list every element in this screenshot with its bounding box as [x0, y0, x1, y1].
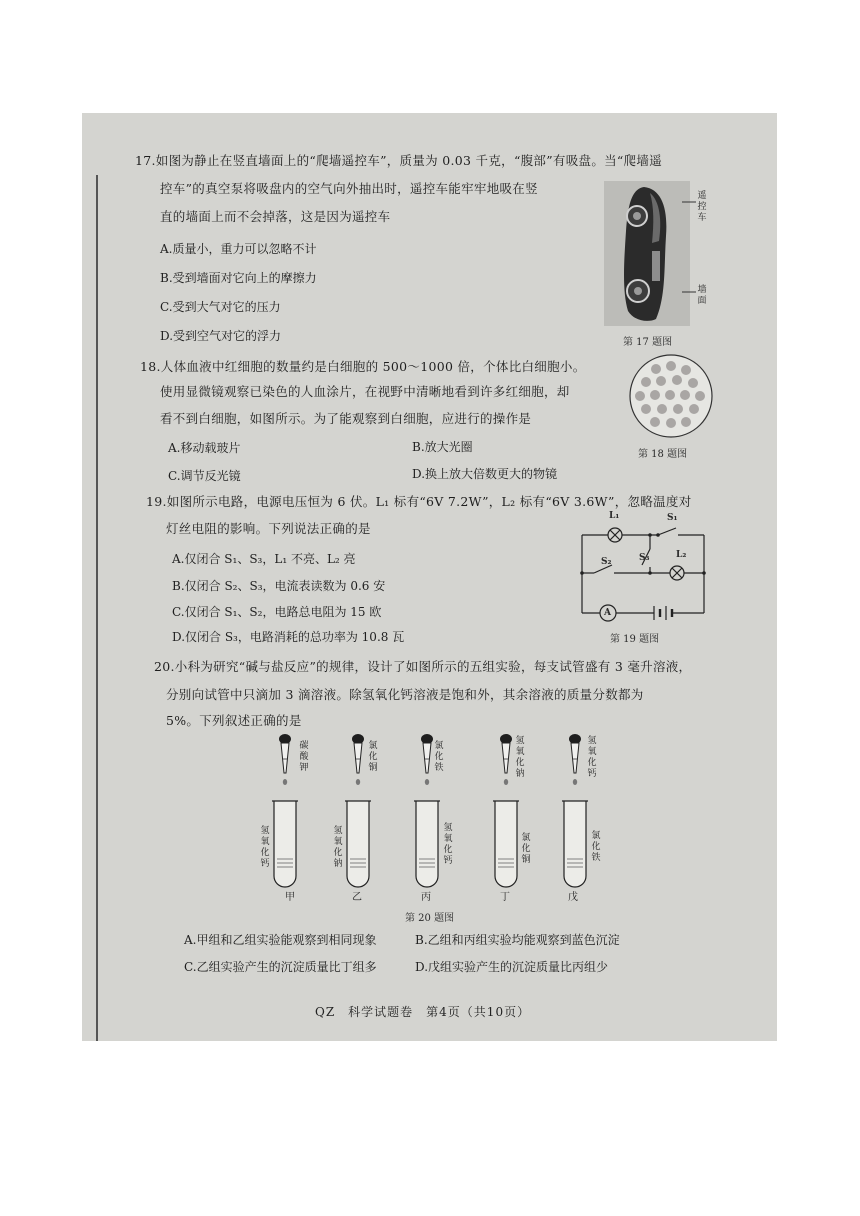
- page-footer: QZ 科学试题卷 第4页（共10页）: [315, 1005, 531, 1019]
- q18-line-3: 看不到白细胞，如图所示。为了能观察到白细胞，应进行的操作是: [160, 411, 532, 426]
- label-s2: S₂: [601, 557, 612, 567]
- label-l1: L₁: [609, 511, 620, 521]
- g1-tube-label: 氢氧化钙: [260, 826, 270, 869]
- q19-figure-caption: 第 19 题图: [610, 634, 660, 645]
- g2-tube-label: 氢氧化钠: [333, 826, 343, 869]
- q19-option-a: A.仅闭合 S₁、S₃，L₁ 不亮、L₂ 亮: [172, 552, 356, 566]
- liquid-drop: [504, 779, 508, 785]
- q17-option-c: C.受到大气对它的压力: [160, 300, 281, 314]
- q18-line-2: 使用显微镜观察已染色的人血涂片，在视野中清晰地看到许多红细胞，却: [160, 384, 570, 399]
- liquid-drop: [356, 779, 360, 785]
- g1-dropper-label: 碳酸钾: [299, 741, 309, 773]
- label-s3: S₃: [639, 553, 650, 563]
- q19-option-d: D.仅闭合 S₃，电路消耗的总功率为 10.8 瓦: [172, 630, 405, 644]
- g2-name: 乙: [352, 892, 362, 903]
- q20-option-b: B.乙组和丙组实验均能观察到蓝色沉淀: [415, 933, 620, 947]
- q17-figure-caption: 第 17 题图: [623, 337, 673, 348]
- q18-option-b: B.放大光圈: [412, 440, 473, 454]
- q17-line-1: 17.如图为静止在竖直墙面上的“爬墙遥控车”，质量为 0.03 千克，“腹部”有吸盘。当“爬墙遥: [135, 153, 663, 168]
- g1-name: 甲: [285, 892, 295, 903]
- g3-dropper-label: 氯化铁: [434, 741, 444, 773]
- q18-option-a: A.移动载玻片: [168, 441, 241, 455]
- dropper-tube: [354, 743, 362, 773]
- test-tube: [564, 801, 586, 887]
- label-remote-car: 遥控车: [697, 191, 707, 223]
- label-ammeter: A: [604, 608, 611, 618]
- dropper-tube: [571, 743, 579, 773]
- dropper-tube: [281, 743, 289, 773]
- test-tube: [495, 801, 517, 887]
- label-s1: S₁: [667, 513, 678, 523]
- label-l2: L₂: [676, 550, 687, 560]
- dropper-tube: [502, 743, 510, 773]
- g5-dropper-label: 氢氧化钙: [587, 736, 597, 779]
- liquid-drop: [283, 779, 287, 785]
- test-tube: [274, 801, 296, 887]
- q18-figure-caption: 第 18 题图: [638, 449, 688, 460]
- q20-option-a: A.甲组和乙组实验能观察到相同现象: [184, 933, 377, 947]
- q19-line-2: 灯丝电阻的影响。下列说法正确的是: [166, 521, 371, 536]
- liquid-drop: [425, 779, 429, 785]
- q20-line-2: 分别向试管中只滴加 3 滴溶液。除氢氧化钙溶液是饱和外，其余溶液的质量分数都为: [166, 687, 644, 702]
- q19-line-1: 19.如图所示电路，电源电压恒为 6 伏。L₁ 标有“6V 7.2W”，L₂ 标有“6V 3.6W”，忽略温度对: [146, 494, 692, 509]
- q20-line-1: 20.小科为研究“碱与盐反应”的规律，设计了如图所示的五组实验，每支试管盛有 3 毫升溶液，: [154, 659, 692, 674]
- g5-name: 戊: [568, 892, 578, 903]
- q20-line-3: 5%。下列叙述正确的是: [166, 713, 302, 728]
- test-tube: [347, 801, 369, 887]
- dropper-tube: [423, 743, 431, 773]
- q17-option-d: D.受到空气对它的浮力: [160, 329, 282, 343]
- g2-dropper-label: 氯化铜: [368, 741, 378, 773]
- q18-line-1: 18.人体血液中红细胞的数量约是白细胞的 500～1000 倍，个体比白细胞小。: [140, 359, 586, 374]
- test-tube: [416, 801, 438, 887]
- g4-name: 丁: [500, 892, 510, 903]
- q17-option-b: B.受到墙面对它向上的摩擦力: [160, 271, 317, 285]
- label-wall: 墙面: [697, 285, 707, 306]
- g4-dropper-label: 氢氧化钠: [515, 736, 525, 779]
- q18-option-c: C.调节反光镜: [168, 469, 241, 483]
- q17-option-a: A.质量小，重力可以忽略不计: [160, 242, 317, 256]
- q20-figure-caption: 第 20 题图: [405, 913, 455, 924]
- q20-option-c: C.乙组实验产生的沉淀质量比丁组多: [184, 960, 377, 974]
- g5-tube-label: 氯化铁: [591, 831, 601, 863]
- q18-option-d: D.换上放大倍数更大的物镜: [412, 467, 558, 481]
- q17-line-2: 控车”的真空泵将吸盘内的空气向外抽出时，遥控车能牢牢地吸在竖: [160, 181, 538, 196]
- exam-page: [82, 113, 777, 1041]
- g3-name: 丙: [421, 892, 431, 903]
- margin-line: [96, 175, 98, 1041]
- q17-line-3: 直的墙面上而不会掉落，这是因为遥控车: [160, 209, 391, 224]
- q17-car-photo: [604, 181, 690, 326]
- q19-option-c: C.仅闭合 S₁、S₂，电路总电阻为 15 欧: [172, 605, 382, 619]
- g3-tube-label: 氢氧化钙: [443, 823, 453, 866]
- q20-option-d: D.戊组实验产生的沉淀质量比丙组少: [415, 960, 609, 974]
- q18-microscope-field: [628, 353, 714, 439]
- liquid-drop: [573, 779, 577, 785]
- g4-tube-label: 氯化铜: [521, 833, 531, 865]
- q19-option-b: B.仅闭合 S₂、S₃，电流表读数为 0.6 安: [172, 579, 386, 593]
- q19-circuit-diagram: [572, 509, 712, 625]
